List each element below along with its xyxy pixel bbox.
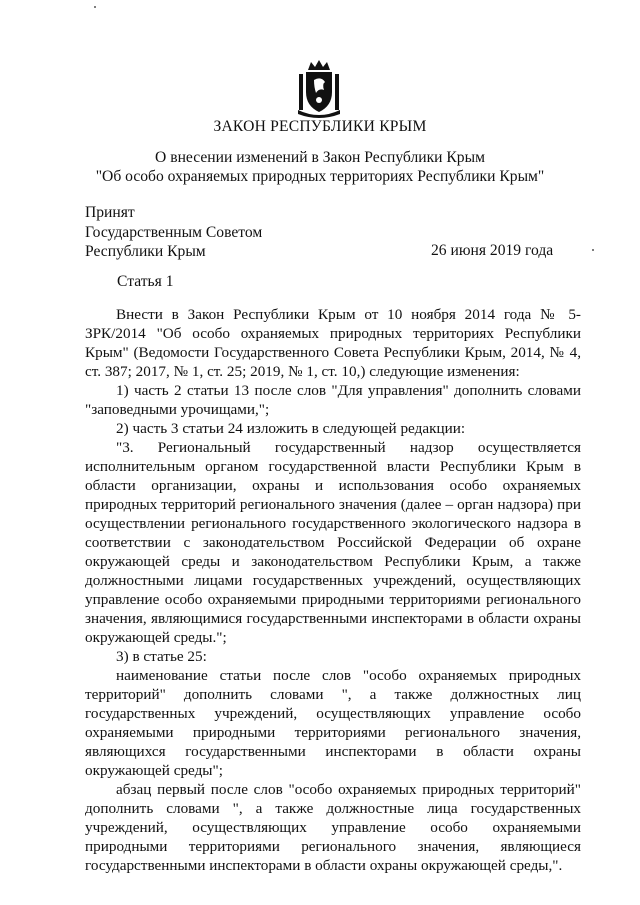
- article-paragraph: наименование статьи после слов "особо охраняемых природных территорий" дополнить словами ", а также должностных лиц государственных учреждений, осуществляющих управление особо охраняемыми природными территориями регионального значения, являющихся государственными инспекторами в области охраны окружающей среды";: [85, 667, 581, 779]
- article-heading: Статья 1: [117, 273, 174, 290]
- article-paragraph: 3) в статье 25:: [116, 648, 207, 665]
- adoption-block: [85, 203, 262, 262]
- crimea-coat-of-arms-emblem: [294, 60, 344, 118]
- scan-speck: [592, 249, 594, 251]
- adoption-line-2: Государственным Советом: [85, 223, 263, 241]
- adoption-date: 26 июня 2019 года: [431, 242, 554, 259]
- article-paragraph: "3. Региональный государственный надзор осуществляется исполнительным органом государственной власти Республики Крым в области организации, охраны и использования особо охраняемых природных территорий регионального значения (далее – орган надзора) при осуществлении регионального государственного экологического надзора в соответствии с законодательством Российской Федерации об охране окружающей среды и законодательством Республики Крым, а также должностными лицами государственных учреждений, осуществляющих управление особо охраняемыми природными территориями регионального значения, являющимися государственными инспекторами в области охраны окружающей среды.";: [85, 439, 581, 646]
- document-subtitle: [0, 148, 640, 186]
- subtitle-line-2: "Об особо охраняемых природных территориях Республики Крым": [95, 168, 545, 185]
- scan-speck: [94, 6, 96, 8]
- adoption-line-1: Принят: [85, 204, 135, 221]
- article-body: [85, 305, 581, 875]
- document-title: ЗАКОН РЕСПУБЛИКИ КРЫМ: [213, 118, 427, 135]
- subtitle-line-1: О внесении изменений в Закон Республики Крым: [155, 149, 485, 166]
- article-paragraph: абзац первый после слов "особо охраняемых природных территорий" дополнить словами ", а также должностные лица государственных учреждений, осуществляющих управление особо охраняемыми природными территориями регионального значения, являющиеся государственными инспекторами в области охраны окружающей среды,".: [85, 781, 581, 874]
- adoption-line-3: Республики Крым: [85, 243, 206, 260]
- article-paragraph: 1) часть 2 статьи 13 после слов "Для управления" дополнить словами "заповедными урочищами,";: [85, 382, 581, 418]
- article-paragraph: 2) часть 3 статьи 24 изложить в следующей редакции:: [116, 420, 466, 437]
- article-paragraph: Внести в Закон Республики Крым от 10 ноября 2014 года № 5-ЗРК/2014 "Об особо охраняемых природных территориях Республики Крым" (Ведомости Государственного Совета Республики Крым, 2014, № 4, ст. 387; 2017, № 1, ст. 25; 2019, № 1, ст. 10,) следующие изменения:: [85, 306, 581, 380]
